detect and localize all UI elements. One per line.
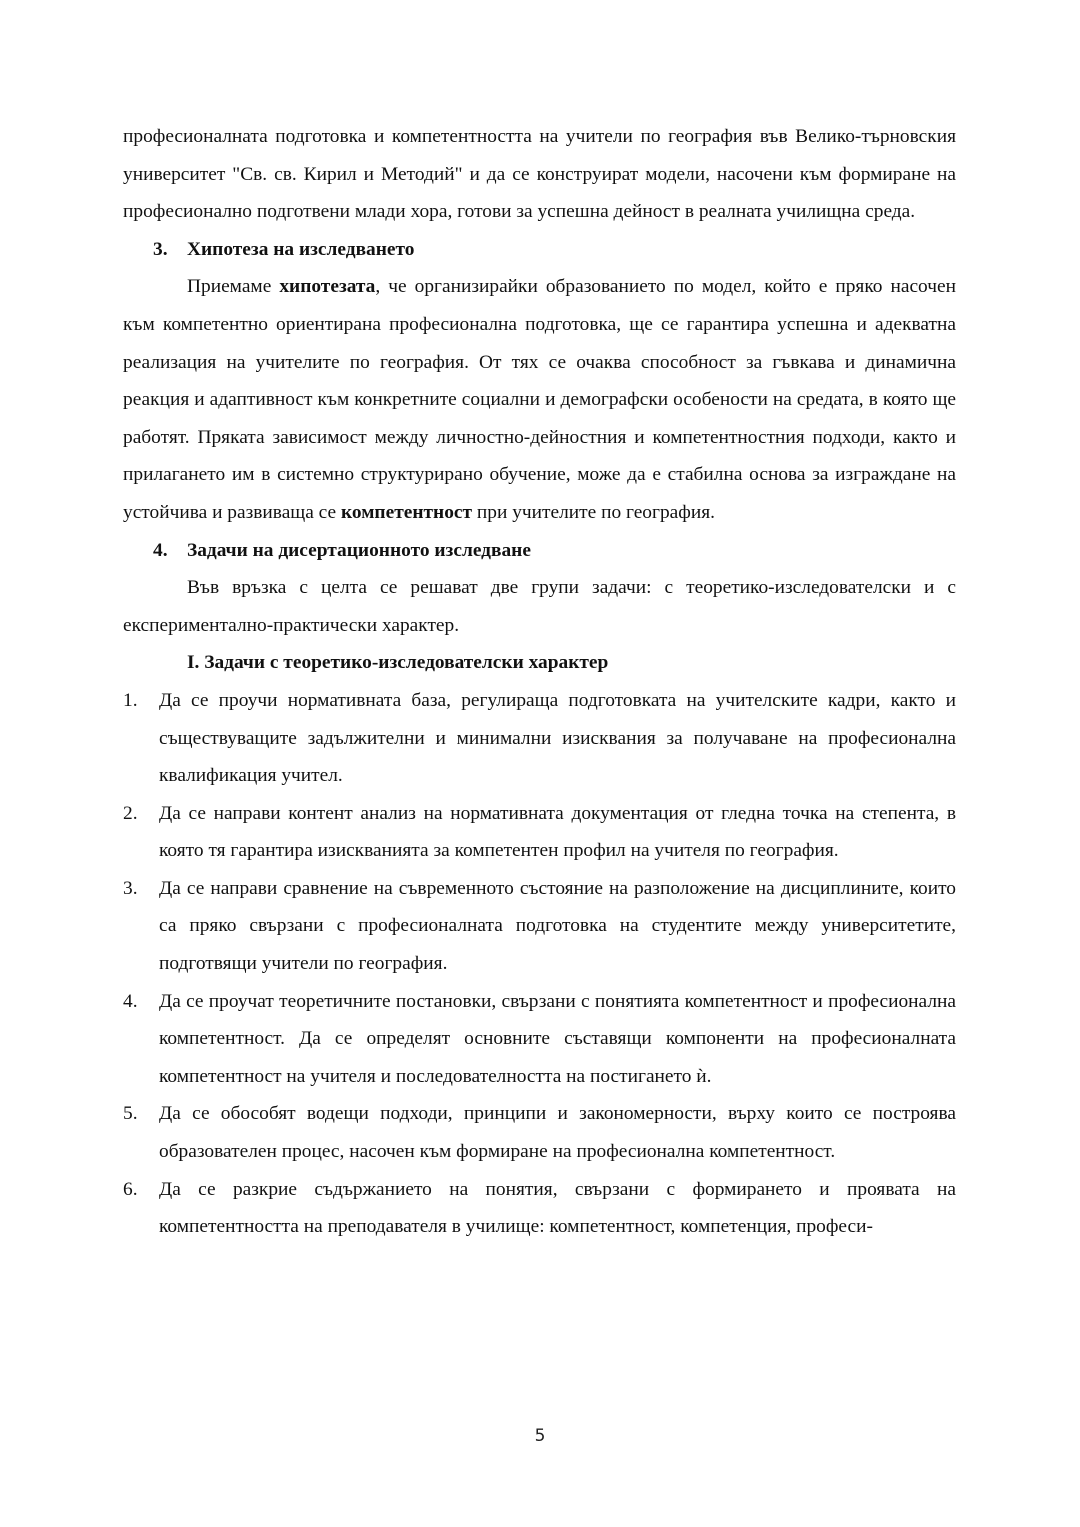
task-item-6 xyxy=(123,1171,956,1246)
intro-paragraph: професионалната подготовка и компетентността на учители по география във Велико-търновския университет "Св. св. Кирил и Методий" и да се конструират модели, насочени към формиране на професионално подготвени млади хора, готови за успешна дейност в реалната училищна среда. xyxy=(123,126,956,223)
section-4-heading xyxy=(123,532,956,570)
task-text: Да се направи контент анализ на нормативната документация от гледна точка на степента, в която тя гарантира изискванията за компетентен профил на учителя по география. xyxy=(159,802,956,862)
task-number: 5. xyxy=(123,1103,138,1125)
task-text: Да се проучат теоретичните постановки, свързани с понятията компетентност и професионална компетентност. Да се определят основните съставящи компоненти на професионалната компетентност на учителя и последователността на постигането ѝ. xyxy=(159,990,956,1087)
hypothesis-bold-term: хипотезата xyxy=(279,276,376,298)
competence-bold-term: компетентност xyxy=(340,501,473,523)
hypothesis-tail: при учителите по география. xyxy=(472,501,715,523)
section-4-number: 4. xyxy=(153,539,168,561)
task-text: Да се проучи нормативната база, регулираща подготовката на учителските кадри, както и съществуващите задължителни и минимални изисквания за получаване на професионална квалификация учител. xyxy=(159,689,956,787)
task-number: 1. xyxy=(123,689,138,711)
section-4-title: Задачи на дисертационното изследване xyxy=(187,539,531,561)
tasks-intro-paragraph: Във връзка с целта се решават две групи задачи: с теоретико-изследователски и с експериментално-практически характер. xyxy=(123,577,956,636)
task-text: Да се направи сравнение на съвременното състояние на разположение на дисциплините, които са пряко свързани с професионалната подготовка на студентите между университетите, подготвящи учители по география. xyxy=(159,877,956,975)
task-item-4 xyxy=(123,983,956,1096)
task-item-5 xyxy=(123,1095,956,1170)
task-item-1 xyxy=(123,682,956,795)
section-3-heading xyxy=(123,231,956,269)
hypothesis-paragraph xyxy=(123,268,956,531)
task-number: 4. xyxy=(123,990,138,1012)
task-number: 3. xyxy=(123,877,138,899)
task-item-2 xyxy=(123,795,956,870)
page-number: 5 xyxy=(534,1426,546,1446)
task-text: Да се обособят водещи подходи, принципи и закономерности, върху които се построява образователен процес, насочен към формиране на професионална компетентност. xyxy=(159,1103,956,1163)
section-3-number: 3. xyxy=(153,238,168,260)
hypothesis-lead: Приемаме xyxy=(187,276,280,298)
task-list xyxy=(123,682,956,1246)
task-item-3 xyxy=(123,870,956,983)
task-text: Да се разкрие съдържанието на понятия, свързани с формирането и проявата на компетентността на преподавателя в училище: компетентност, компетенция, професи- xyxy=(159,1178,956,1238)
section-3-title: Хипотеза на изследването xyxy=(187,238,415,260)
hypothesis-body: , че организирайки образованието по модел, който е пряко насочен към компетентно ориентирана професионална подготовка, ще се гарантира успешна и адекватна реализация на учителите по география. От тях се очаква способност за гъвкава и динамична реакция и адаптивност към конкретните социални и демографски особености на средата, в която ще работят. Пряката зависимост между личностно-дейностния и компетентностния подходи, както и прилагането им в системно структурирано обучение, може да е стабилна основа за изграждане на устойчива и развиваща се xyxy=(123,276,956,523)
task-number: 6. xyxy=(123,1178,138,1200)
theoretical-tasks-subheading: I. Задачи с теоретико-изследователски характер xyxy=(187,652,609,674)
page-content xyxy=(123,118,956,1246)
task-number: 2. xyxy=(123,802,138,824)
